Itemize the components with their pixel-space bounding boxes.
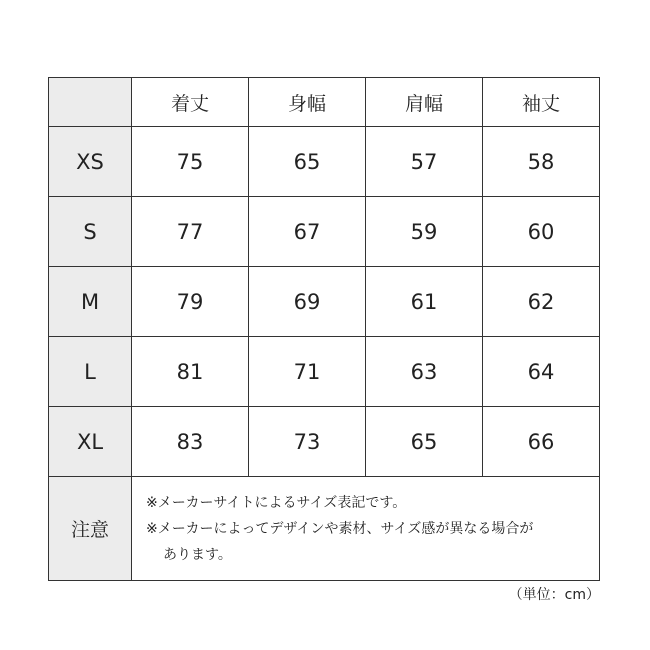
note-line: ※メーカーによってデザインや素材、サイズ感が異なる場合が: [146, 520, 534, 537]
header-shoulder: 肩幅: [366, 78, 483, 127]
value-cell: 66: [483, 407, 600, 477]
value-cell: 79: [132, 267, 249, 337]
value-cell: 71: [249, 337, 366, 407]
size-label-cell: L: [49, 337, 132, 407]
note-row: [49, 477, 600, 581]
value-cell: 63: [366, 337, 483, 407]
header-sleeve: 袖丈: [483, 78, 600, 127]
unit-note: （単位：cm）: [508, 587, 600, 603]
value-cell: 60: [483, 197, 600, 267]
note-label-cell: 注意: [49, 477, 132, 581]
table-header-row: [49, 78, 600, 127]
value-cell: 61: [366, 267, 483, 337]
header-corner-cell: [49, 78, 132, 127]
value-cell: 65: [249, 127, 366, 197]
value-cell: 77: [132, 197, 249, 267]
size-label-cell: XS: [49, 127, 132, 197]
header-length: 着丈: [132, 78, 249, 127]
note-line: ※メーカーサイトによるサイズ表記です。: [146, 494, 407, 511]
value-cell: 58: [483, 127, 600, 197]
value-cell: 83: [132, 407, 249, 477]
size-label-cell: M: [49, 267, 132, 337]
value-cell: 75: [132, 127, 249, 197]
value-cell: 57: [366, 127, 483, 197]
table-row: [49, 267, 600, 337]
note-line: あります。: [163, 546, 232, 563]
value-cell: 73: [249, 407, 366, 477]
value-cell: 81: [132, 337, 249, 407]
value-cell: 69: [249, 267, 366, 337]
table-row: [49, 407, 600, 477]
value-cell: 62: [483, 267, 600, 337]
value-cell: 64: [483, 337, 600, 407]
value-cell: 59: [366, 197, 483, 267]
table-row: [49, 127, 600, 197]
size-label-cell: XL: [49, 407, 132, 477]
table-row: [49, 197, 600, 267]
size-chart-table: [48, 77, 600, 581]
note-text-cell: [132, 477, 600, 581]
size-label-cell: S: [49, 197, 132, 267]
value-cell: 67: [249, 197, 366, 267]
value-cell: 65: [366, 407, 483, 477]
header-width: 身幅: [249, 78, 366, 127]
table-row: [49, 337, 600, 407]
